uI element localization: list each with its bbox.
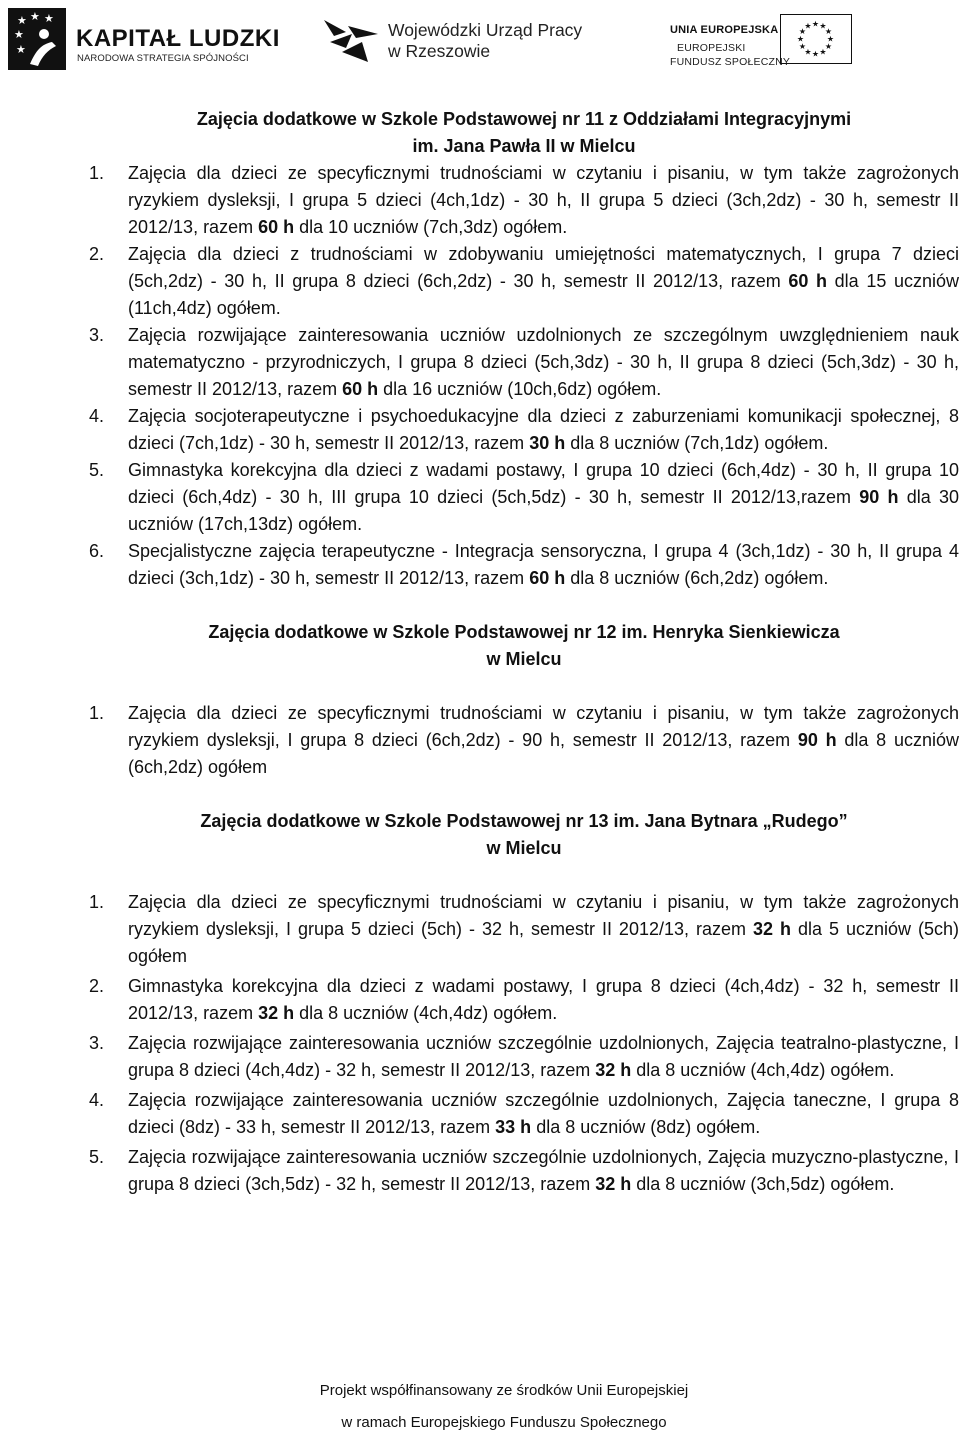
page-header [0,0,960,80]
item-text: Zajęcia rozwijające zainteresowania uczniów szczególnie uzdolnionych, Zajęcia muzyczno-plastyczne, I grupa 8 dzieci (3ch,5dz) - 32 h, semestr II 2012/13, razem [128,1147,959,1194]
section-gap [89,592,959,619]
item-text-after: dla 8 uczniów (4ch,4dz) ogółem. [294,1003,558,1023]
item-text: Zajęcia rozwijające zainteresowania uczniów szczególnie uzdolnionych, Zajęcia taneczne, I grupa 8 dzieci (8dz) - 33 h, semestr II 2012/13, razem [128,1090,959,1137]
item-text-after: dla 16 uczniów (10ch,6dz) ogółem. [378,379,662,399]
item-text: Zajęcia dla dzieci z trudnościami w zdobywaniu umiejętności matematycznych, I grupa 7 dzieci (5ch,2dz) - 30 h, II grupa 8 dzieci (6ch,2dz) - 30 h, semestr II 2012/13, razem [128,244,959,291]
item-number: 3. [89,1033,105,1053]
item-hours-total: 33 h [495,1117,532,1137]
eu-line3: FUNDUSZ SPOŁECZNY [670,56,791,68]
kapital-ludzki-subtitle: NARODOWA STRATEGIA SPÓJNOŚCI [77,53,249,64]
eu-flag-icon [780,14,852,64]
wup-name-line1: Wojewódzki Urząd Pracy [388,20,583,40]
item-number: 1. [89,703,105,723]
wup-emblem-icon [322,12,382,66]
item-text-after: dla 30 uczniów (17ch,13dz) ogółem. [128,487,959,534]
eu-star-icon: ★ [796,34,805,44]
item-text-after: dla 15 uczniów (11ch,4dz) ogółem. [128,271,959,318]
kapital-ludzki-emblem-icon: ★ ★ ★ ★ ★ [8,8,66,70]
wup-name-line2: w Rzeszowie [388,41,491,61]
activity-item [89,1030,959,1084]
item-number: 4. [89,1090,105,1110]
activity-item [89,1144,959,1198]
kapital-ludzki-logo [8,8,280,70]
activity-item [89,538,959,592]
activity-item [89,403,959,457]
footer-line2: w ramach Europejskiego Funduszu Społecznego [341,1414,667,1431]
item-text: Zajęcia dla dzieci ze specyficznymi trudnościami w czytaniu i pisaniu, w tym także zagrożonych ryzykiem dysleksji, I grupa 5 dzieci (5ch) - 32 h, semestr II 2012/13, razem [128,892,959,939]
eu-star-icon: ★ [798,42,807,51]
item-hours-total: 32 h [258,1003,295,1023]
item-number: 6. [89,541,105,561]
title-gap [89,673,959,700]
item-text: Zajęcia dla dzieci ze specyficznymi trudnościami w czytaniu i pisaniu, w tym także zagrożonych ryzykiem dysleksji, I grupa 8 dzieci (6ch,2dz) - 90 h, semestr II 2012/13, razem [128,703,959,750]
activity-item [89,241,959,322]
item-text: Specjalistyczne zajęcia terapeutyczne - Integracja sensoryczna, I grupa 4 (3ch,1dz) - 30 h, II grupa 4 dzieci (3ch,1dz) - 30 h, semestr II 2012/13, razem [128,541,959,588]
item-hours-total: 60 h [529,568,566,588]
activity-list [89,160,959,592]
eu-line2: EUROPEJSKI [677,42,746,54]
item-text-after: dla 5 uczniów (5ch) ogółem [128,919,959,966]
activity-item [89,457,959,538]
activity-list [89,889,959,1198]
eu-star-icon: ★ [819,47,827,57]
kapital-ludzki-title: KAPITAŁ LUDZKI [76,25,280,52]
item-text-after: dla 8 uczniów (6ch,2dz) ogółem [128,730,959,777]
item-text-after: dla 8 uczniów (8dz) ogółem. [531,1117,761,1137]
item-text: Zajęcia socjoterapeutyczne i psychoedukacyjne dla dzieci z zaburzeniami komunikacji społecznej, 8 dzieci (7ch,1dz) - 30 h, semestr II 2012/13, razem [128,406,959,453]
item-text-after: dla 8 uczniów (7ch,1dz) ogółem. [565,433,829,453]
item-text-after: dla 8 uczniów (4ch,4dz) ogółem. [631,1060,895,1080]
footer-line1: Projekt współfinansowany ze środków Unii Europejskiej [319,1382,689,1399]
item-hours-total: 90 h [859,487,899,507]
section-title-line1: Zajęcia dodatkowe w Szkole Podstawowej nr 11 z Oddziałami Integracyjnymi [196,109,852,129]
section-title-line2: w Mielcu [486,838,562,858]
item-hours-total: 60 h [788,271,828,291]
eu-star-icon: ★ [804,21,812,31]
activity-item [89,160,959,241]
item-number: 3. [89,325,105,345]
eu-star-icon: ★ [798,27,807,36]
item-text: Zajęcia rozwijające zainteresowania uczniów szczególnie uzdolnionych, Zajęcia teatralno-plastyczne, I grupa 8 dzieci (4ch,4dz) - 32 h, semestr II 2012/13, razem [128,1033,959,1080]
item-number: 1. [89,163,105,183]
item-number: 5. [89,1147,105,1167]
item-text: Gimnastyka korekcyjna dla dzieci z wadami postawy, I grupa 10 dzieci (6ch,4dz) - 30 h, II grupa 10 dzieci (6ch,4dz) - 30 h, III grupa 10 dzieci (5ch,5dz) - 30 h, semestr II 2012/13,razem [128,460,959,507]
activity-list [89,700,959,781]
eu-star-icon: ★ [811,49,820,59]
activity-item [89,1087,959,1141]
item-text-after: dla 8 uczniów (3ch,5dz) ogółem. [631,1174,895,1194]
activity-item [89,889,959,970]
title-gap [89,862,959,889]
activity-item [89,700,959,781]
item-number: 5. [89,460,105,480]
item-hours-total: 30 h [529,433,566,453]
item-text: Zajęcia dla dzieci ze specyficznymi trudnościami w czytaniu i pisaniu, w tym także zagrożonych ryzykiem dysleksji, I grupa 5 dzieci (4ch,1dz) - 30 h, II grupa 5 dzieci (3ch,2dz) - 30 h, semestr II 2012/13, razem [128,163,959,237]
item-hours-total: 60 h [342,379,379,399]
item-text: Zajęcia rozwijające zainteresowania uczniów uzdolnionych ze szczególnym uwzględnieniem nauk matematyczno - przyrodniczych, I grupa 8 dzieci (5ch,3dz) - 30 h, II grupa 8 dzieci (5ch,3dz) - 30 h, semestr II 2012/13, razem [128,325,959,399]
section-title-line2: im. Jana Pawła II w Mielcu [412,136,636,156]
item-number: 2. [89,976,105,996]
eu-star-icon: ★ [811,19,820,29]
eu-line1: UNIA EUROPEJSKA [670,24,779,36]
activity-item [89,322,959,403]
item-hours-total: 60 h [258,217,295,237]
document-body [89,106,959,1198]
item-number: 2. [89,244,105,264]
item-hours-total: 32 h [752,919,791,939]
item-hours-total: 32 h [595,1174,632,1194]
activity-item [89,973,959,1027]
section-title-line1: Zajęcia dodatkowe w Szkole Podstawowej nr 12 im. Henryka Sienkiewicza [208,622,840,642]
eu-star-icon: ★ [826,34,835,44]
eu-star-icon: ★ [819,21,827,31]
item-hours-total: 90 h [797,730,837,750]
item-hours-total: 32 h [595,1060,632,1080]
item-number: 1. [89,892,105,912]
eu-star-icon: ★ [824,27,833,36]
item-number: 4. [89,406,105,426]
section-gap [89,781,959,808]
section-title-line2: w Mielcu [486,649,562,669]
wup-logo [322,10,592,66]
item-text-after: dla 10 uczniów (7ch,3dz) ogółem. [294,217,568,237]
item-text: Gimnastyka korekcyjna dla dzieci z wadami postawy, I grupa 8 dzieci (4ch,4dz) - 32 h, semestr II 2012/13, razem [128,976,959,1023]
eu-star-icon: ★ [804,47,812,57]
eu-star-icon: ★ [824,42,833,51]
item-text-after: dla 8 uczniów (6ch,2dz) ogółem. [565,568,829,588]
section-title-line1: Zajęcia dodatkowe w Szkole Podstawowej nr 13 im. Jana Bytnara „Rudego” [200,811,848,831]
